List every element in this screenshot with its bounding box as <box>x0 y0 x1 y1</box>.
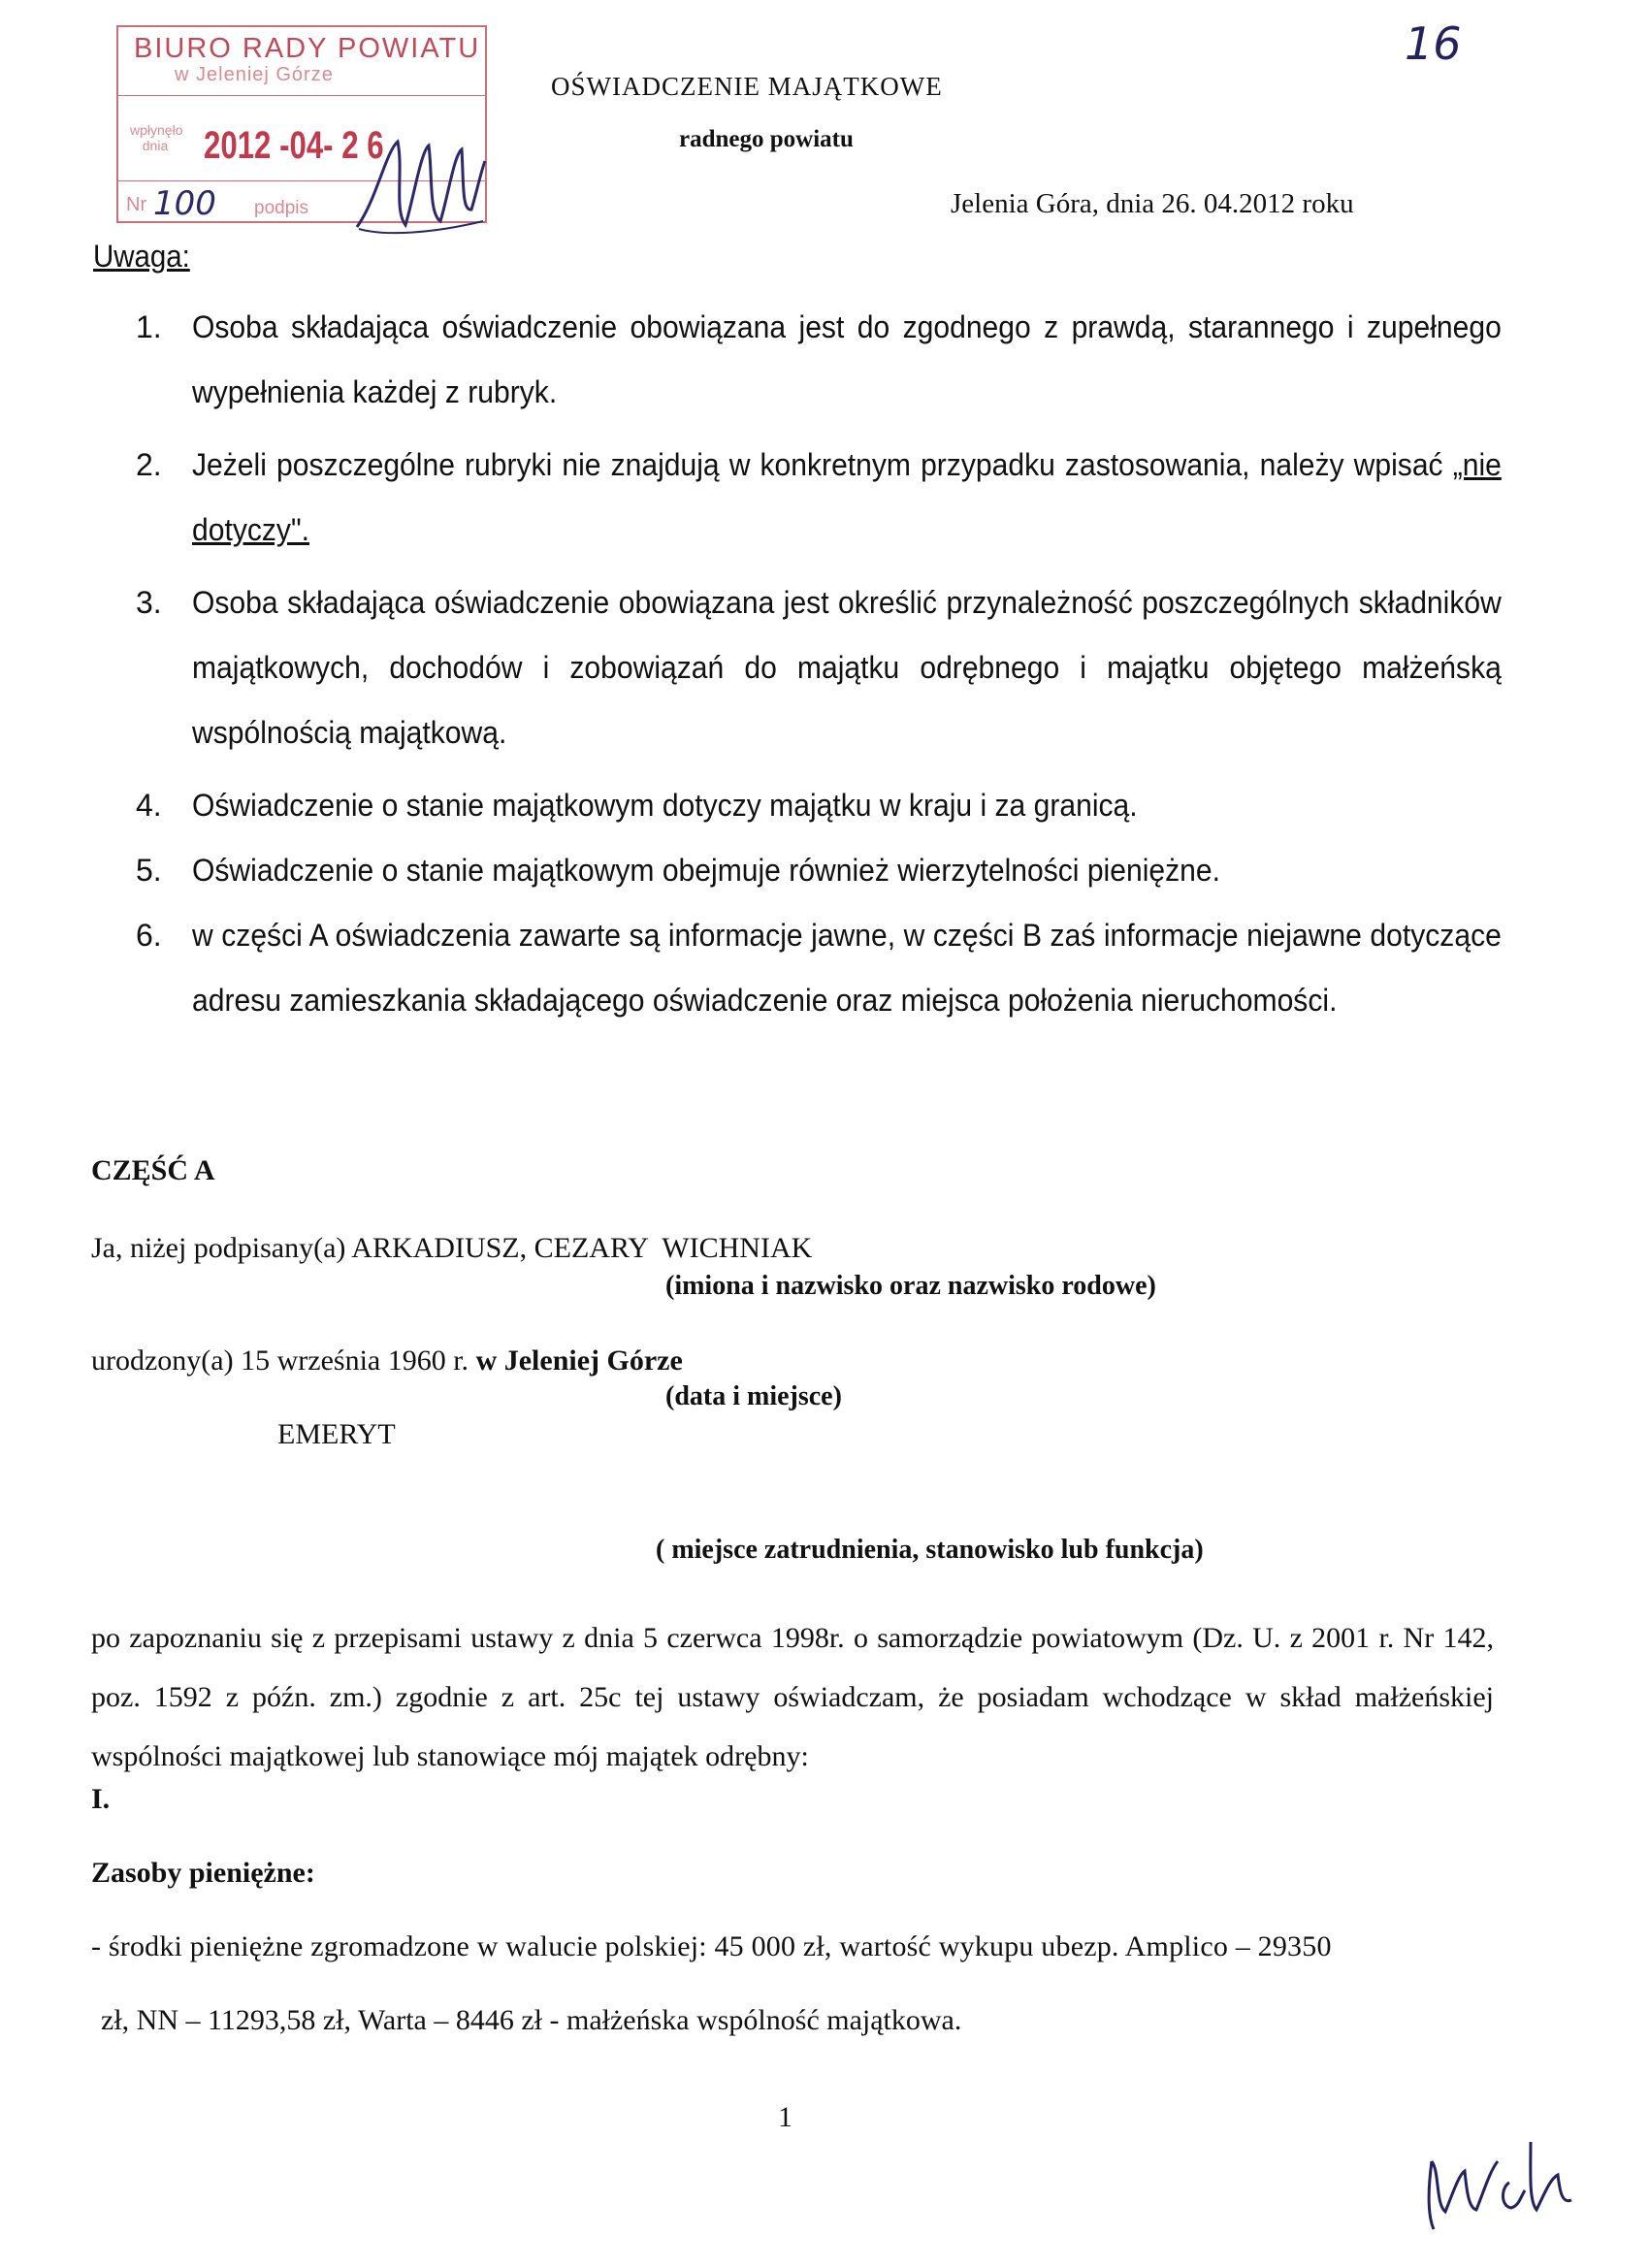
stamp-number-label: Nr <box>126 194 147 215</box>
list-item <box>136 433 1502 563</box>
list-item-text: Osoba składająca oświadczenie obowiązana jest do zgodnego z prawdą, starannego i zupełnego wypełnienia każdej z rubryk. <box>192 309 1502 409</box>
list-item-text: Oświadczenie o stanie majątkowym dotyczy majątku w kraju i za granicą. <box>192 788 1138 823</box>
list-item-number: 4. <box>136 788 162 823</box>
document-subtitle: radnego powiatu <box>679 126 854 152</box>
birth-line <box>91 1345 683 1377</box>
stamp-signature-label: podpis <box>254 198 308 218</box>
page-number: 1 <box>778 2101 792 2133</box>
stamp-number-value: 100 <box>153 184 216 223</box>
list-item <box>136 838 1492 903</box>
birth-date: 15 września 1960 r. <box>241 1345 469 1377</box>
list-item-number: 6. <box>136 918 162 953</box>
employment-value: EMERYT <box>277 1418 396 1450</box>
list-item-text-main: Jeżeli poszczególne rubryki nie znajdują w konkretnym przypadku zastosowania, należy wpisać <box>192 447 1443 482</box>
list-item-number: 3. <box>136 585 162 620</box>
list-item-number: 1. <box>136 309 162 344</box>
not-applicable-phrase: „nie dotyczy". <box>192 447 1502 547</box>
list-item <box>136 295 1502 425</box>
stamp-office-name: BIURO RADY POWIATU <box>134 33 481 64</box>
birth-caption: (data i miejsce) <box>665 1381 842 1411</box>
declarant-name-caption: (imiona i nazwisko oraz nazwisko rodowe) <box>665 1271 1156 1301</box>
list-item-text <box>192 433 1502 563</box>
list-item <box>136 570 1502 765</box>
list-item-text: Oświadczenie o stanie majątkowym obejmuje również wierzytelności pieniężne. <box>192 853 1220 888</box>
list-item-number: 5. <box>136 853 162 888</box>
stamp-received-label: wpłynęło dnia <box>130 122 183 153</box>
section-number: I. <box>91 1783 111 1815</box>
stamp-received-date: 2012 -04- 2 6 <box>204 124 384 167</box>
part-a-heading: CZĘŚĆ A <box>91 1154 215 1186</box>
cash-resources-heading: Zasoby pieniężne: <box>91 1857 315 1889</box>
document-title: OŚWIADCZENIE MAJĄTKOWE <box>551 72 943 101</box>
instructions-list <box>136 295 1502 1041</box>
stamp-office-place: w Jeleniej Górze <box>175 64 334 85</box>
birth-place: w Jeleniej Górze <box>475 1345 683 1377</box>
employment-caption: ( miejsce zatrudnienia, stanowisko lub funkcja) <box>656 1535 1204 1565</box>
statute-declaration-text: po zapoznaniu się z przepisami ustawy z dnia 5 czerwca 1998r. o samorządzie powiatowym (Dz. U. z 2001 r. Nr 142, poz. 1592 z późn. zm.) zgodnie z art. 25c tej ustawy oświadczam, że posiadam wchodzące w skład małżeńskiej wspólności majątkowej lub stanowiące mój majątek odrębny: <box>91 1622 1494 1772</box>
stamp-signature-scribble <box>347 132 493 239</box>
handwritten-initials-signature <box>1416 2132 1581 2239</box>
place-and-date: Jelenia Góra, dnia 26. 04.2012 roku <box>951 188 1354 219</box>
list-item <box>136 773 1492 838</box>
stamp-divider <box>118 95 485 96</box>
list-item <box>136 903 1502 1033</box>
birth-prefix: urodzony(a) <box>91 1345 234 1377</box>
cash-resources-line: zł, NN – 11293,58 zł, Warta – 8446 zł - małżeńska wspólność majątkowa. <box>101 2004 962 2036</box>
list-item-number: 2. <box>136 447 162 482</box>
declarant-name-line <box>91 1232 812 1265</box>
handwritten-page-number: 16 <box>1405 17 1462 70</box>
office-received-stamp <box>116 25 487 223</box>
cash-resources-line: - środki pieniężne zgromadzone w walucie polskiej: 45 000 zł, wartość wykupu ubezp. Amplico – 29350 <box>91 1930 1332 1962</box>
list-item-text: w części A oświadczenia zawarte są informacje jawne, w części B zaś informacje niejawne dotyczące adresu zamieszkania składającego oświadczenie oraz miejsca położenia nieruchomości. <box>192 918 1502 1018</box>
list-item-text: Osoba składająca oświadczenie obowiązana jest określić przynależność poszczególnych składników majątkowych, dochodów i zobowiązań do majątku odrębnego i majątku objętego małżeńską wspólnością majątkową. <box>192 585 1502 750</box>
notes-heading: Uwaga: <box>93 239 190 274</box>
declarant-name-prefix: Ja, niżej podpisany(a) <box>91 1232 346 1264</box>
declarant-name-value: ARKADIUSZ, CEZARY WICHNIAK <box>351 1232 813 1264</box>
